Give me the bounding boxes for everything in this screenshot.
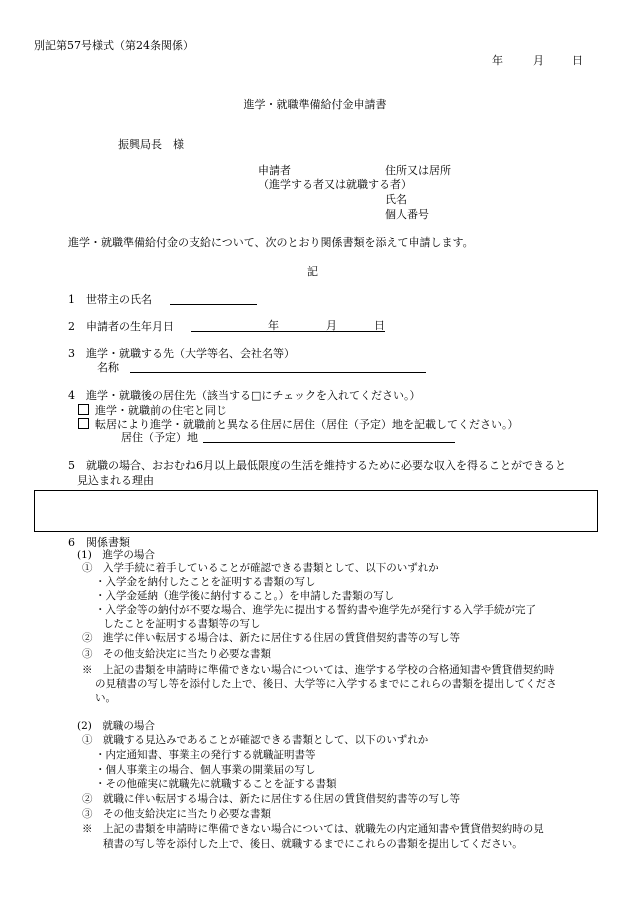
- docs-s1-b2: ・入学金延納（進学後に納付すること。）を申請した書類の写し: [95, 590, 395, 602]
- employment-reason-box[interactable]: [34, 490, 598, 532]
- ki-label: 記: [307, 265, 318, 278]
- docs-s2-b2: ・個人事業主の場合、個人事業の開業届の写し: [95, 764, 316, 776]
- docs-s2-note-cont: 積書の写し等を添付した上で、後日、就職するまでにこれらの書類を提出してください。: [103, 838, 523, 850]
- residence-option-move[interactable]: [78, 418, 519, 430]
- date-month-label: 月: [533, 54, 544, 67]
- checkbox-new-residence[interactable]: [78, 418, 89, 429]
- address-label: 住所又は居所: [385, 164, 451, 177]
- docs-s1-note-cont2: い。: [95, 692, 116, 704]
- residence-option-same-label: 進学・就職前の住宅と同じ: [95, 404, 227, 417]
- form-title: 進学・就職準備給付金申請書: [243, 98, 387, 111]
- docs-s2-a1: ① 就職する見込みであることが確認できる書類として、以下のいずれか: [82, 734, 429, 746]
- item1-household-head: 1 世帯主の氏名: [68, 293, 152, 306]
- item5-employment-reason-line2: 見込まれる理由: [77, 474, 154, 487]
- residence-option-move-label: 転居により進学・就職前と異なる住居に居住（居住（予定）地を記載してください。）: [95, 418, 519, 431]
- docs-s2-a3: ③ その他支給決定に当たり必要な書類: [82, 808, 271, 820]
- birth-month-label: 月: [326, 319, 337, 332]
- docs-s1-b3: ・入学金等の納付が不要な場合、進学先に提出する誓約書や進学先が発行する入学手続が完了: [95, 604, 536, 616]
- item5-employment-reason: 5 就職の場合、おおむね6月以上最低限度の生活を維持するために必要な収入を得ることができると: [68, 459, 566, 472]
- docs-s2-b1: ・内定通知書、事業主の発行する就職証明書等: [95, 749, 316, 761]
- addressee: 振興局長 様: [118, 138, 184, 151]
- birthdate-field[interactable]: [191, 331, 385, 332]
- docs-s2-note: ※ 上記の書類を申請時に準備できない場合については、就職先の内定通知書や賃貸借契約時の見: [82, 823, 544, 835]
- form-number: 別記第57号様式（第24条関係）: [34, 39, 194, 52]
- birth-year-label: 年: [268, 319, 279, 332]
- intro-text: 進学・就職準備給付金の支給について、次のとおり関係書類を添えて申請します。: [68, 236, 474, 249]
- docs-s1-note-cont: の見積書の写し等を添付した上で、後日、大学等に入学するまでにこれらの書類を提出してくださ: [95, 678, 557, 690]
- docs-s2-a2: ② 就職に伴い転居する場合は、新たに居住する住居の賃貸借契約書等の写し等: [82, 793, 460, 805]
- item2-birthdate: 2 申請者の生年月日: [68, 320, 174, 333]
- docs-s1-b1: ・入学金を納付したことを証明する書類の写し: [95, 576, 316, 588]
- birth-day-label: 日: [374, 319, 385, 332]
- docs-heading: 6 関係書類: [68, 536, 130, 549]
- residence-place-field[interactable]: [203, 442, 455, 443]
- household-head-field[interactable]: [170, 304, 257, 305]
- checkbox-same-residence[interactable]: [78, 404, 89, 415]
- name-label: 氏名: [385, 193, 407, 206]
- applicant-label: 申請者: [258, 164, 291, 177]
- docs-s2-title: (2) 就職の場合: [77, 720, 155, 732]
- docs-s1-note: ※ 上記の書類を申請時に準備できない場合については、進学する学校の合格通知書や賃貸借契約時: [82, 664, 555, 676]
- destination-name-label: 名称: [97, 361, 119, 374]
- item3-destination: 3 進学・就職する先（大学等名、会社名等）: [68, 347, 295, 360]
- date-day-label: 日: [572, 54, 583, 67]
- docs-s1-title: (1) 進学の場合: [77, 549, 155, 561]
- residence-option-same[interactable]: [78, 404, 227, 416]
- docs-s1-b3-cont: したことを証明する書類等の写し: [103, 618, 261, 630]
- destination-name-field[interactable]: [130, 372, 426, 373]
- id-number-label: 個人番号: [385, 208, 429, 221]
- docs-s2-b3: ・その他確実に就職先に就職することを証する書類: [95, 778, 337, 790]
- date-year-label: 年: [492, 54, 503, 67]
- docs-s1-a3: ③ その他支給決定に当たり必要な書類: [82, 648, 271, 660]
- residence-place-label: 居住（予定）地: [121, 431, 198, 444]
- docs-s1-a2: ② 進学に伴い転居する場合は、新たに居住する住居の賃貸借契約書等の写し等: [82, 632, 460, 644]
- docs-s1-a1: ① 入学手続に着手していることが確認できる書類として、以下のいずれか: [82, 562, 439, 574]
- item4-residence: 4 進学・就職後の居住先（該当する□にチェックを入れてください。）: [68, 389, 421, 402]
- applicant-sublabel: （進学する者又は就職する者）: [258, 178, 412, 191]
